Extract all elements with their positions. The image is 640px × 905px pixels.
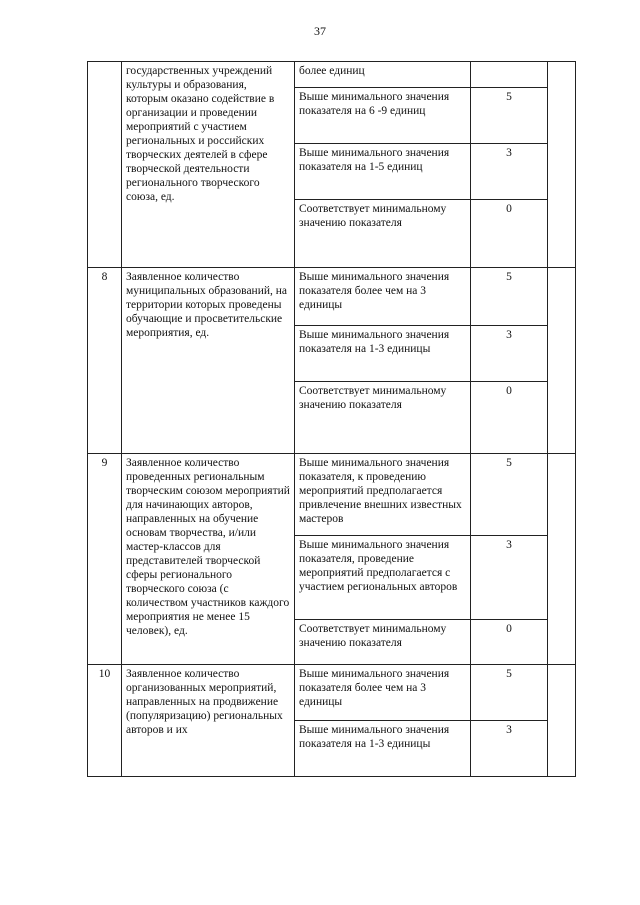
score-cell: 5	[471, 88, 548, 144]
condition-cell: Выше минимального значения показателя, к проведению мероприятий предполагается привлечение внешних известных мастеров	[295, 454, 471, 536]
page-number: 37	[314, 24, 326, 38]
score-cell: 3	[471, 721, 548, 777]
condition-cell: Выше минимального значения показателя на 1-3 единицы	[295, 326, 471, 382]
criterion-name: Заявленное количество организованных мероприятий, направленных на продвижение (популяризацию) региональных авторов и их	[122, 665, 295, 777]
extra-cell	[548, 62, 576, 268]
criterion-number: 8	[88, 268, 122, 454]
score-cell: 0	[471, 382, 548, 454]
condition-cell: Соответствует минимальному значению показателя	[295, 382, 471, 454]
condition-cell: Выше минимального значения показателя более чем на 3 единицы	[295, 665, 471, 721]
criteria-table	[87, 61, 576, 777]
score-cell: 3	[471, 144, 548, 200]
criterion-number: 9	[88, 454, 122, 665]
criterion-name: государственных учреждений культуры и образования, которым оказано содействие в организации и проведении мероприятий с участием региональных и российских творческих деятелей в сфере творческой деятельности регионального творческого союза, ед.	[122, 62, 295, 268]
score-cell: 5	[471, 268, 548, 326]
criterion-name: Заявленное количество муниципальных образований, на территории которых проведены обучающие и просветительские мероприятия, ед.	[122, 268, 295, 454]
condition-cell: Выше минимального значения показателя на 1-3 единицы	[295, 721, 471, 777]
score-cell: 3	[471, 536, 548, 620]
criterion-number: 10	[88, 665, 122, 777]
condition-cell: более единиц	[295, 62, 471, 88]
score-cell: 5	[471, 665, 548, 721]
table-row	[88, 665, 576, 721]
extra-cell	[548, 665, 576, 777]
score-cell: 5	[471, 454, 548, 536]
extra-cell	[548, 268, 576, 454]
criterion-name: Заявленное количество проведенных региональным творческим союзом мероприятий для начинающих авторов, направленных на обучение основам творчества, и/или мастер-классов для представителей творческой сферы регионального творческого союза (с количеством участников каждого мероприятия не менее 15 человек), ед.	[122, 454, 295, 665]
condition-cell: Выше минимального значения показателя более чем на 3 единицы	[295, 268, 471, 326]
extra-cell	[548, 454, 576, 665]
criterion-number	[88, 62, 122, 268]
condition-cell: Выше минимального значения показателя на 6 -9 единиц	[295, 88, 471, 144]
table-row	[88, 268, 576, 326]
condition-cell: Выше минимального значения показателя, проведение мероприятий предполагается с участием региональных авторов	[295, 536, 471, 620]
score-cell: 0	[471, 200, 548, 268]
table-row	[88, 454, 576, 536]
score-cell	[471, 62, 548, 88]
condition-cell: Соответствует минимальному значению показателя	[295, 620, 471, 665]
table-row	[88, 62, 576, 88]
condition-cell: Соответствует минимальному значению показателя	[295, 200, 471, 268]
score-cell: 3	[471, 326, 548, 382]
score-cell: 0	[471, 620, 548, 665]
condition-cell: Выше минимального значения показателя на 1-5 единиц	[295, 144, 471, 200]
